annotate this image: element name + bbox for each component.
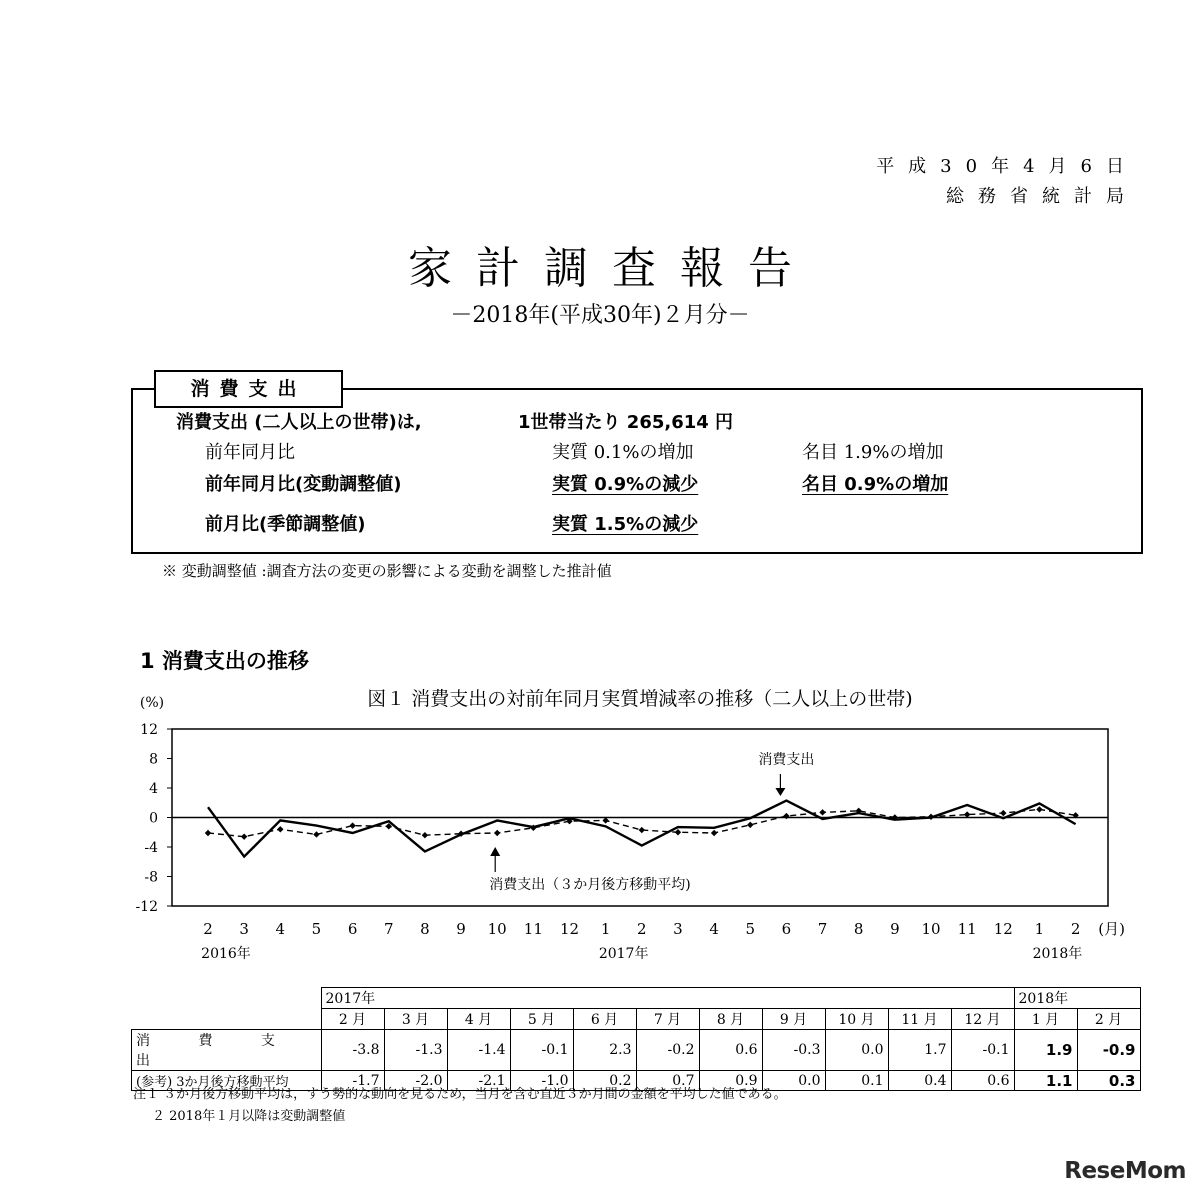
summary-row2-nominal: 名目 1.9%の増加	[802, 442, 944, 463]
x-tick-label: 11	[957, 920, 977, 938]
table-cell: 1.1	[1014, 1071, 1077, 1091]
x-tick-label: 2	[203, 920, 213, 938]
x-tick-label: 12	[993, 920, 1013, 938]
series-moving-average-point	[819, 809, 825, 815]
series-moving-average-point	[349, 822, 355, 828]
table-cell: -0.9	[1077, 1030, 1140, 1071]
x-tick-label: 10	[487, 920, 507, 938]
x-tick-label: 9	[456, 920, 466, 938]
series-moving-average-point	[747, 822, 753, 828]
table-month-header: 7 月	[636, 1009, 699, 1030]
issuing-office: 総務省統計局	[946, 186, 1138, 207]
table-cell: -0.2	[636, 1030, 699, 1071]
table-month-header: 8 月	[699, 1009, 762, 1030]
adjustment-note: ※ 変動調整値 :調査方法の変更の影響による変動を調整した推計値	[162, 562, 612, 580]
table-row	[132, 1030, 1141, 1071]
x-tick-label: 4	[275, 920, 286, 938]
summary-row2-real: 実質 0.1%の増加	[552, 442, 694, 463]
table-cell: -0.1	[951, 1030, 1014, 1071]
table-row2-label: (参考) 3か月後方移動平均	[132, 1071, 322, 1091]
table-cell: 2.3	[573, 1030, 636, 1071]
x-tick-label: 7	[383, 920, 394, 938]
series-moving-average-point	[422, 832, 428, 838]
y-tick-label: 8	[149, 751, 158, 768]
data-table	[131, 987, 1141, 1091]
table-cell: -0.3	[762, 1030, 825, 1071]
table-month-row	[132, 1009, 1141, 1030]
series-moving-average-point	[1036, 806, 1042, 812]
table-month-header: 2 月	[1077, 1009, 1140, 1030]
table-corner-2	[132, 1009, 322, 1030]
table-month-header: 9 月	[762, 1009, 825, 1030]
x-tick-label: 9	[890, 920, 900, 938]
series-moving-average-point	[639, 827, 645, 833]
year-label: 2016年	[201, 946, 251, 962]
summary-row3-label: 前年同月比(変動調整値)	[205, 474, 402, 495]
table-cell: 0.0	[825, 1030, 888, 1071]
page-subtitle: －2018年(平成30年)２月分－	[450, 303, 750, 328]
y-axis-label: (%)	[139, 695, 165, 711]
summary-row1-label: 消費支出 (二人以上の世帯)は,	[176, 412, 422, 433]
table-cell: -1.7	[321, 1071, 384, 1091]
y-tick-label: 12	[140, 722, 158, 738]
x-tick-label: 6	[347, 920, 358, 938]
table-year-2018: 2018年	[1014, 988, 1140, 1009]
x-tick-label: 12	[559, 920, 580, 938]
summary-row4-label: 前月比(季節調整値)	[205, 514, 366, 535]
series-moving-average-point	[1000, 810, 1006, 816]
table-month-header: 11 月	[888, 1009, 951, 1030]
table-cell: 0.4	[888, 1071, 951, 1091]
table-cell: 0.6	[699, 1030, 762, 1071]
table-cell: 1.9	[1014, 1030, 1077, 1071]
x-tick-label: 1	[1034, 920, 1045, 938]
watermark-logo: ReseMom	[1064, 1158, 1186, 1184]
table-cell: -1.4	[447, 1030, 510, 1071]
series-moving-average-point	[783, 813, 789, 819]
annotation-main-arrowhead	[775, 788, 785, 796]
series-moving-average-point	[675, 829, 681, 835]
table-cell: -1.0	[510, 1071, 573, 1091]
table-cell: 0.6	[951, 1071, 1014, 1091]
page-title: 家計調査報告	[408, 243, 816, 294]
line-chart	[0, 690, 1200, 970]
table-month-header: 2 月	[321, 1009, 384, 1030]
table-month-header: 1 月	[1014, 1009, 1077, 1030]
x-tick-label: 5	[311, 920, 322, 938]
table-month-header: 4 月	[447, 1009, 510, 1030]
table-cell: 0.9	[699, 1071, 762, 1091]
x-tick-label: 2	[1070, 920, 1081, 938]
x-tick-label: 6	[781, 920, 792, 938]
table-cell: 1.7	[888, 1030, 951, 1071]
summary-row4-real: 実質 1.5%の減少	[552, 514, 699, 535]
series-moving-average-point	[711, 830, 717, 836]
summary-row3-real: 実質 0.9%の減少	[552, 474, 699, 495]
x-tick-label: 4	[709, 920, 719, 938]
x-tick-label: 7	[817, 920, 828, 938]
table-cell: -0.1	[510, 1030, 573, 1071]
table-cell: 0.2	[573, 1071, 636, 1091]
summary-row2-label: 前年同月比	[205, 442, 295, 463]
x-tick-label: 8	[420, 920, 430, 938]
footnote-1: 注１ ３か月後方移動平均は，すう勢的な動向を見るため，当月を含む直近３か月間の金額を平均した値である。	[133, 1087, 787, 1102]
table-year-2017: 2017年	[321, 988, 1014, 1009]
series-moving-average-point	[277, 826, 283, 832]
table-cell: 0.1	[825, 1071, 888, 1091]
report-date: 平成30年4月6日	[876, 156, 1138, 177]
table-year-row	[132, 988, 1141, 1009]
table-row1-label: 消 費 支 出	[132, 1030, 322, 1071]
table-cell: -3.8	[321, 1030, 384, 1071]
table-cell: -1.3	[384, 1030, 447, 1071]
chart-title: 図１ 消費支出の対前年同月実質増減率の推移（二人以上の世帯)	[367, 688, 913, 710]
table-cell: 0.7	[636, 1071, 699, 1091]
x-tick-label: 5	[745, 920, 756, 938]
table-month-header: 5 月	[510, 1009, 573, 1030]
summary-tab-label: 消費支出	[154, 370, 343, 408]
x-tick-label: 3	[239, 920, 249, 938]
annotation-ma-label: 消費支出（３か月後方移動平均)	[489, 877, 691, 893]
table-month-header: 10 月	[825, 1009, 888, 1030]
section-heading: 1 消費支出の推移	[140, 649, 309, 673]
series-moving-average-point	[205, 830, 211, 836]
summary-row3-nominal: 名目 0.9%の増加	[802, 474, 949, 495]
table-cell: 0.0	[762, 1071, 825, 1091]
footnote-2: ２ 2018年１月以降は変動調整値	[152, 1109, 346, 1124]
year-label: 2017年	[598, 946, 649, 962]
x-tick-label: 11	[523, 920, 543, 938]
summary-row1-value: 1世帯当たり 265,614 円	[518, 412, 734, 433]
series-moving-average-point	[241, 833, 247, 839]
y-tick-label: 0	[149, 810, 158, 827]
table-month-header: 3 月	[384, 1009, 447, 1030]
annotation-ma-arrowhead	[490, 847, 500, 856]
table-month-header: 12 月	[951, 1009, 1014, 1030]
y-tick-label: -4	[144, 840, 158, 856]
x-tick-label: 3	[673, 920, 683, 938]
table-cell: -2.0	[384, 1071, 447, 1091]
x-unit-label: (月)	[1098, 920, 1125, 938]
series-moving-average-point	[313, 831, 319, 837]
table-corner	[132, 988, 322, 1009]
x-tick-label: 8	[853, 920, 864, 938]
year-label: 2018年	[1032, 946, 1083, 962]
table-cell: 0.3	[1077, 1071, 1140, 1091]
x-tick-label: 10	[921, 920, 941, 938]
x-tick-label: 1	[600, 920, 611, 938]
annotation-main-label: 消費支出	[758, 752, 815, 768]
y-tick-label: 4	[149, 781, 158, 797]
y-tick-label: -12	[135, 899, 158, 915]
series-moving-average-point	[494, 830, 500, 836]
x-tick-label: 2	[637, 920, 647, 938]
y-tick-label: -8	[144, 869, 158, 886]
table-month-header: 6 月	[573, 1009, 636, 1030]
table-cell: -2.1	[447, 1071, 510, 1091]
